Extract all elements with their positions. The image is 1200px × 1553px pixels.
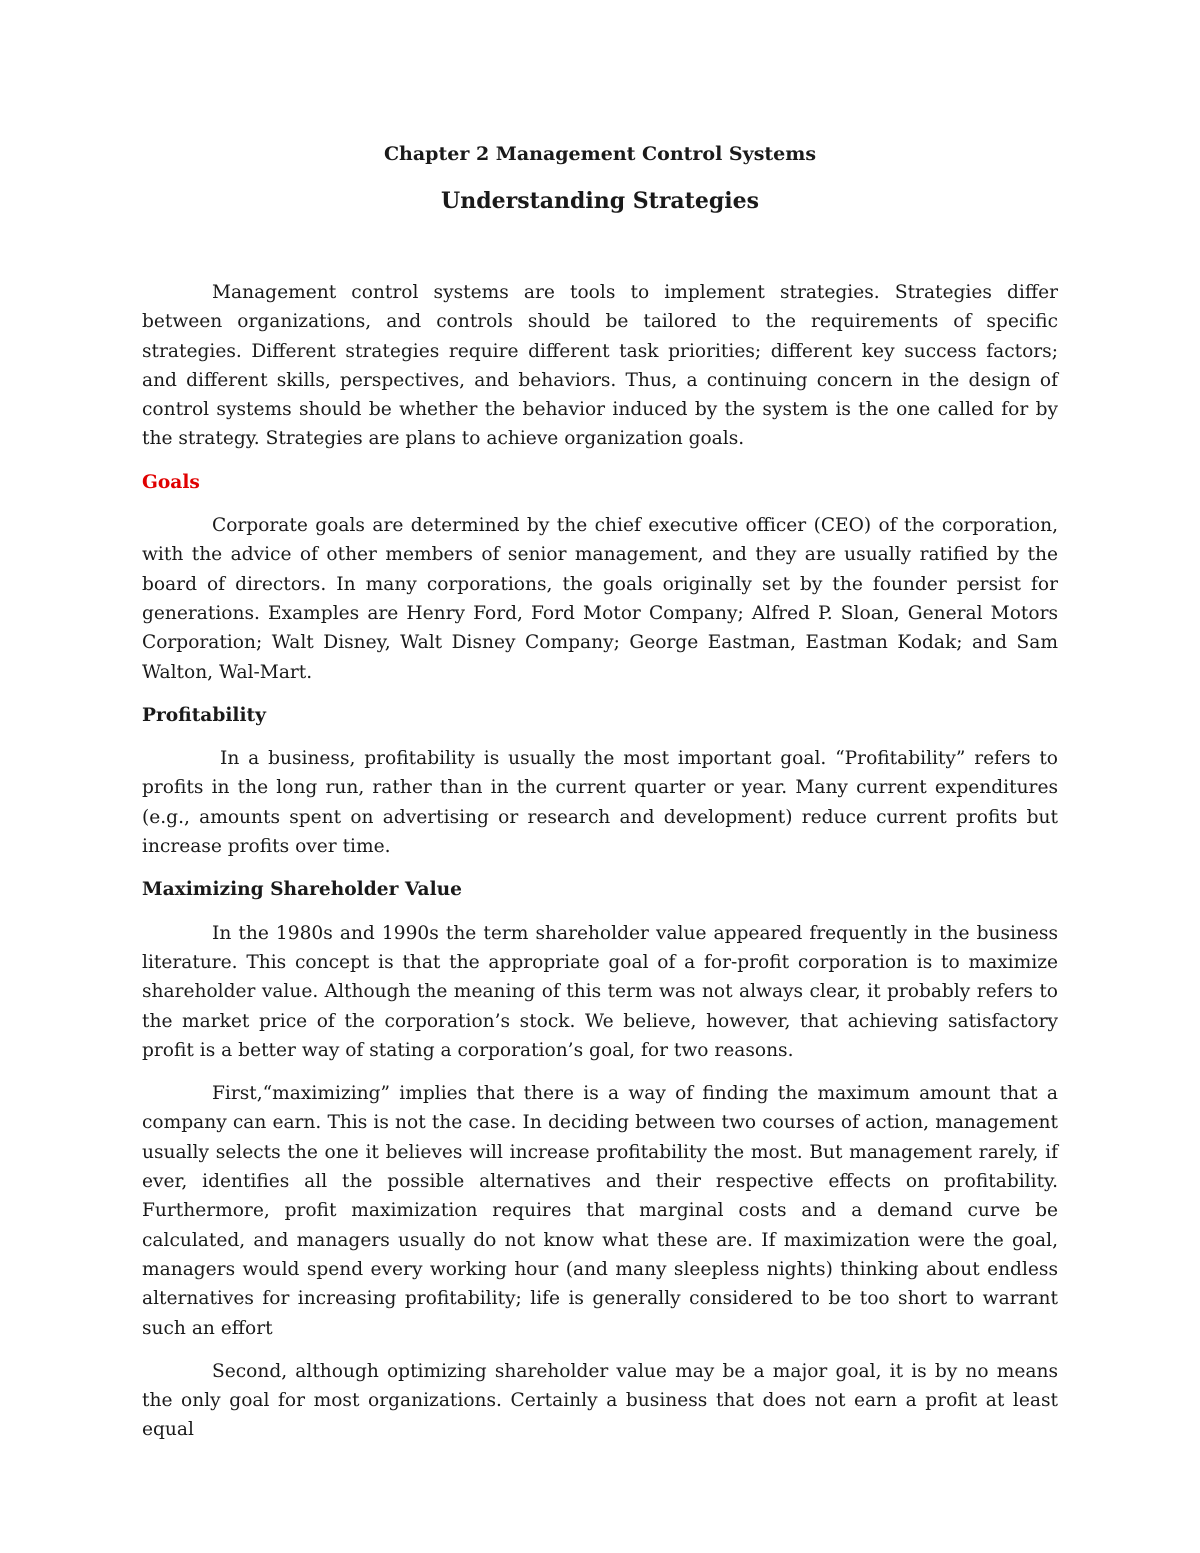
goals-paragraph: Corporate goals are determined by the chief executive officer (CEO) of the corporation, with the advice of other members of senior management, and they are usually ratified by the board of directors. In many corporations, the goals originally set by the founder persist for generations. Examples are Henry Ford, Ford Motor Company; Alfred P. Sloan, General Motors Corporation; Walt Disney, Walt Disney Company; George Eastman, Eastman Kodak; and Sam Walton, Wal-Mart. xyxy=(142,515,1058,683)
shareholder-paragraph-3: Second, although optimizing shareholder value may be a major goal, it is by no means the only goal for most organizations. Certainly a business that does not earn a profit at least equal xyxy=(142,1360,1058,1441)
shareholder-paragraph-2: First,“maximizing” implies that there is a way of finding the maximum amount that a company can earn. This is not the case. In deciding between two courses of action, management usually selects the one it believes will increase profitability the most. But management rarely, if ever, identifies all the possible alternatives and their respective effects on profitability. Furthermore, profit maximization requires that marginal costs and a demand curve be calculated, and managers usually do not know what these are. If maximization were the goal, managers would spend every working hour (and many sleepless nights) thinking about endless alternatives for increasing profitability; life is generally considered to be too short to warrant such an effort xyxy=(142,1083,1058,1339)
intro-paragraph: Management control systems are tools to implement strategies. Strategies differ between organizations, and controls should be tailored to the requirements of specific strategies. Different strategies require different task priorities; different key success factors; and different skills, perspectives, and behaviors. Thus, a continuing concern in the design of control systems should be whether the behavior induced by the system is the one called for by the strategy. Strategies are plans to achieve organization goals. xyxy=(142,282,1058,450)
document-page xyxy=(142,140,1058,1459)
profitability-heading: Profitability xyxy=(142,704,266,726)
shareholder-paragraph-1: In the 1980s and 1990s the term shareholder value appeared frequently in the business literature. This concept is that the appropriate goal of a for-profit corporation is to maximize shareholder value. Although the meaning of this term was not always clear, it probably refers to the market price of the corporation’s stock. We believe, however, that achieving satisfactory profit is a better way of stating a corporation’s goal, for two reasons. xyxy=(142,922,1058,1061)
profitability-paragraph: In a business, profitability is usually the most important goal. “Profitability” refers to profits in the long run, rather than in the current quarter or year. Many current expenditures (e.g., amounts spent on advertising or research and development) reduce current profits but increase profits over time. xyxy=(142,748,1058,858)
goals-heading: Goals xyxy=(142,471,200,493)
chapter-title: Chapter 2 Management Control Systems xyxy=(383,143,817,165)
document-title: Understanding Strategies xyxy=(441,188,759,214)
shareholder-value-heading: Maximizing Shareholder Value xyxy=(142,879,463,901)
